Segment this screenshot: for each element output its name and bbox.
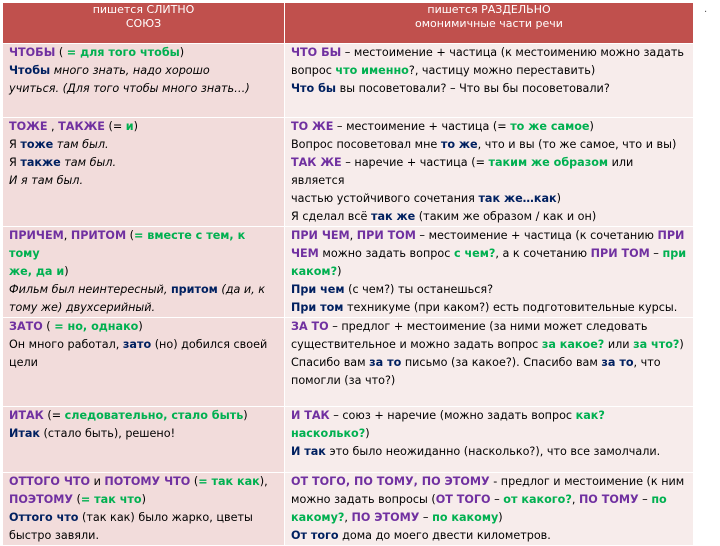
text-run: Фильм был неинтересный, — [9, 283, 171, 296]
rule-line — [291, 62, 687, 80]
text-run: Вопрос посоветовал мне — [291, 138, 441, 151]
rule-line — [291, 372, 687, 390]
table-header-row — [3, 3, 694, 44]
text-run: ) — [64, 265, 69, 278]
text-run: вы посоветовали? – Что вы бы посоветовали? — [336, 82, 610, 95]
rule-line — [291, 407, 687, 443]
synonym: = вместе с тем, к тому — [9, 229, 246, 260]
example-word: зато — [122, 338, 152, 351]
text-run: ) — [138, 320, 143, 333]
text-run: (да и, к — [217, 283, 266, 296]
header-left-line1: пишется СЛИТНО — [92, 3, 195, 16]
text-run: (так как) было жарко, цветы — [78, 511, 253, 524]
rule-line — [291, 527, 687, 545]
text-run: – — [490, 493, 504, 506]
text-run: быстро завяли. — [9, 529, 100, 542]
spelling-rules-table — [2, 2, 694, 546]
keyword: ТОЖЕ — [9, 120, 48, 133]
example-word: При том — [291, 301, 344, 314]
keyword: ЗАТО — [9, 320, 43, 333]
text-run: Я сделал всё — [291, 210, 371, 223]
text-run: ( — [42, 320, 55, 333]
keyword: ТО ЖЕ — [291, 120, 334, 133]
text-run: ( — [126, 229, 134, 242]
example-word: тоже — [20, 138, 54, 151]
rule-row — [3, 318, 694, 407]
synonym: = но, однако — [54, 320, 139, 333]
text-run: (стало быть), решено! — [40, 427, 176, 440]
example-word: Итак — [9, 427, 40, 440]
synonym: = так как — [198, 475, 260, 488]
text-run: – — [638, 493, 652, 506]
keyword: ТАК ЖЕ — [291, 156, 342, 169]
keyword: ПРИТОМ — [70, 229, 127, 242]
keyword: ПОТОМУ ЧТО — [104, 475, 191, 488]
edge-mark: . — [704, 4, 708, 15]
merged-form-cell — [3, 318, 285, 407]
merged-form-cell — [3, 227, 285, 318]
synonym: какому? — [291, 511, 345, 524]
text-run: или является — [291, 156, 634, 187]
text-run: , — [349, 229, 357, 242]
rule-row — [3, 227, 694, 318]
separate-form-cell — [285, 227, 694, 318]
synonym: и — [125, 120, 134, 133]
rule-row — [3, 44, 694, 118]
keyword: ИТАК — [9, 409, 44, 422]
rule-line — [9, 44, 278, 62]
synonym: по — [651, 493, 667, 506]
example-word: Что бы — [291, 82, 337, 95]
synonym: за что? — [633, 338, 680, 351]
separate-form-cell — [285, 407, 694, 473]
rule-line — [9, 336, 278, 354]
keyword: ПО ЭТОМУ — [351, 511, 420, 524]
rule-line — [291, 136, 687, 154]
synonym: с чем? — [453, 247, 496, 260]
rule-line — [291, 299, 687, 317]
text-run: , а к сочетанию — [495, 247, 591, 260]
separate-form-cell — [285, 473, 694, 546]
synonym: таким же образом — [488, 156, 609, 169]
text-run: – местоимение + частица (= — [333, 120, 511, 133]
text-run: тому же) двухсерийный. — [9, 301, 156, 314]
text-run: – местоимение + частица (к сочетанию — [415, 229, 658, 242]
example-word: И так — [291, 445, 326, 458]
text-run: – — [419, 511, 433, 524]
keyword: ПРИ ТОМ — [356, 229, 416, 242]
text-run: вопрос — [291, 64, 336, 77]
separate-form-cell — [285, 44, 694, 118]
rule-row — [3, 473, 694, 546]
text-run: много знать, надо хорошо — [50, 64, 210, 77]
synonym: как? насколько? — [291, 409, 605, 440]
rule-line — [291, 245, 687, 263]
text-run: - предлог и местоимение (к ним — [489, 475, 685, 488]
example-word: также — [20, 156, 61, 169]
rule-line — [9, 354, 278, 372]
rule-line — [291, 227, 687, 245]
merged-form-cell — [3, 473, 285, 546]
text-run: Спасибо вам — [291, 356, 370, 369]
rule-line — [291, 491, 687, 509]
keyword: ПРИ ТОМ — [590, 247, 650, 260]
text-run: учиться. (Для того чтобы много знать…) — [9, 82, 250, 95]
rule-line — [9, 491, 278, 509]
rule-line — [9, 318, 278, 336]
rule-row — [3, 118, 694, 227]
synonym: = так что — [80, 493, 142, 506]
rule-line — [9, 227, 278, 263]
separate-form-cell — [285, 318, 694, 407]
example-word: за то — [369, 356, 402, 369]
text-run: ) — [133, 120, 139, 133]
rule-line — [9, 473, 278, 491]
rule-line — [291, 118, 687, 136]
text-run: и — [90, 475, 105, 488]
text-run: – наречие + частица (= — [341, 156, 489, 169]
text-run: – союз + наречие (можно задать вопрос — [329, 409, 576, 422]
text-run: или — [604, 338, 634, 351]
text-run: существительное и можно задать вопрос — [291, 338, 542, 351]
example-word: притом — [170, 283, 218, 296]
synonym: при — [662, 247, 687, 260]
text-run: дома до моего двести километров. — [338, 529, 551, 542]
rule-line — [291, 354, 687, 372]
text-run: можно задать вопрос — [318, 247, 454, 260]
keyword: ОТ ТОГО, ПО ТОМУ, ПО ЭТОМУ — [291, 475, 490, 488]
rule-line — [9, 136, 278, 154]
header-right-line1: пишется РАЗДЕЛЬНО — [427, 3, 551, 16]
text-run: – предлог + местоимение (за ними может следовать — [328, 320, 648, 333]
rule-line — [291, 318, 687, 336]
text-run: там был. — [60, 156, 117, 169]
merged-form-cell — [3, 44, 285, 118]
example-word: так же…как — [478, 192, 557, 205]
text-run: ) — [243, 409, 248, 422]
rule-line — [291, 473, 687, 491]
rule-row — [3, 407, 694, 473]
text-run: ), — [259, 475, 268, 488]
text-run: , — [344, 511, 352, 524]
rule-line — [291, 154, 687, 190]
synonym: следовательно, стало быть — [64, 409, 244, 422]
text-run: (= — [104, 120, 126, 133]
keyword: ОТТОГО ЧТО — [9, 475, 91, 488]
text-run: техникуме (при каком?) есть подготовительные курсы. — [343, 301, 678, 314]
text-run: ( — [190, 475, 199, 488]
text-run: ( — [55, 46, 67, 59]
text-run: ) — [498, 511, 503, 524]
rule-line — [291, 263, 687, 281]
text-run: там был. — [53, 138, 109, 151]
text-run: – — [649, 247, 663, 260]
example-word: то же — [440, 138, 478, 151]
keyword: ПОЭТОМУ — [9, 493, 73, 506]
header-left — [3, 3, 285, 44]
text-run: можно задать вопросы ( — [291, 493, 436, 506]
text-run: цели — [9, 356, 38, 369]
text-run: это было неожиданно (насколько?), что все замолчали. — [325, 445, 661, 458]
text-run: помогли (за что?) — [291, 374, 396, 387]
synonym: = для того чтобы — [66, 46, 180, 59]
text-run: Я — [9, 138, 21, 151]
example-word: От того — [291, 529, 339, 542]
text-run: – местоимение + частица (к местоимению можно задать — [341, 46, 684, 59]
keyword: ТАКЖЕ — [58, 120, 105, 133]
keyword: ПРИ — [657, 229, 685, 242]
text-run: ) — [556, 192, 561, 205]
example-word: так же — [371, 210, 416, 223]
separate-form-cell — [285, 118, 694, 227]
example-word: Оттого что — [9, 511, 79, 524]
keyword: ЧТОБЫ — [9, 46, 56, 59]
rule-line — [9, 154, 278, 172]
text-run: , что — [633, 356, 661, 369]
text-run: Он много работал, — [9, 338, 123, 351]
keyword: ОТ ТОГО — [435, 493, 491, 506]
rule-line — [291, 208, 687, 226]
text-run: , — [47, 120, 59, 133]
text-run: (таким же образом / как и он) — [415, 210, 597, 223]
text-run: письмо (за какое?). Спасибо вам — [401, 356, 602, 369]
header-right — [285, 3, 694, 44]
keyword: И ТАК — [291, 409, 330, 422]
text-run: (= — [43, 409, 65, 422]
keyword: ПО ТОМУ — [578, 493, 639, 506]
rule-line — [291, 336, 687, 354]
synonym: каком? — [291, 265, 338, 278]
text-run: , что и вы (то же самое, что и вы) — [477, 138, 677, 151]
rule-line — [9, 172, 278, 190]
text-run: И я там был. — [9, 174, 84, 187]
rule-line — [291, 509, 687, 527]
synonym: за какое? — [541, 338, 605, 351]
text-run: частью устойчивого сочетания — [291, 192, 479, 205]
text-run: ( — [72, 493, 81, 506]
rule-line — [9, 509, 278, 527]
text-run: (но) добился своей — [151, 338, 268, 351]
synonym: то же самое — [510, 120, 590, 133]
keyword: ЧЕМ — [291, 247, 319, 260]
keyword: ЗА ТО — [291, 320, 329, 333]
header-left-line2: СОЮЗ — [125, 17, 162, 30]
text-run: ?, частицу можно переставить) — [408, 64, 596, 77]
synonym: от какого? — [503, 493, 572, 506]
text-run: , — [63, 229, 71, 242]
keyword: ПРИЧЕМ — [9, 229, 64, 242]
rule-line — [9, 118, 278, 136]
rule-line — [291, 80, 687, 98]
example-word: за то — [601, 356, 634, 369]
text-run: ) — [337, 265, 342, 278]
synonym: что именно — [335, 64, 409, 77]
keyword: ЧТО БЫ — [291, 46, 342, 59]
text-run: ) — [365, 427, 370, 440]
text-run: Я — [9, 156, 21, 169]
keyword: ПРИ ЧЕМ — [291, 229, 350, 242]
rule-line — [9, 299, 278, 317]
rule-line — [9, 527, 278, 545]
synonym: же, да и — [9, 265, 65, 278]
merged-form-cell — [3, 407, 285, 473]
example-word: Чтобы — [9, 64, 51, 77]
text-run: (с чем?) ты останешься? — [344, 283, 494, 296]
rule-line — [9, 407, 278, 425]
rule-line — [291, 443, 687, 461]
rule-line — [9, 425, 278, 443]
rule-line — [9, 263, 278, 281]
example-word: При чем — [291, 283, 345, 296]
rule-line — [291, 44, 687, 62]
rule-line — [9, 62, 278, 80]
rule-line — [9, 281, 278, 299]
text-run: ) — [179, 46, 185, 59]
rule-line — [291, 190, 687, 208]
rule-line — [9, 80, 278, 98]
text-run: ) — [679, 338, 684, 351]
text-run: ) — [141, 493, 146, 506]
synonym: по какому — [432, 511, 499, 524]
header-right-line2: омонимичные части речи — [415, 17, 563, 30]
text-run: ) — [589, 120, 594, 133]
rule-line — [291, 281, 687, 299]
merged-form-cell — [3, 118, 285, 227]
text-run: , — [571, 493, 579, 506]
